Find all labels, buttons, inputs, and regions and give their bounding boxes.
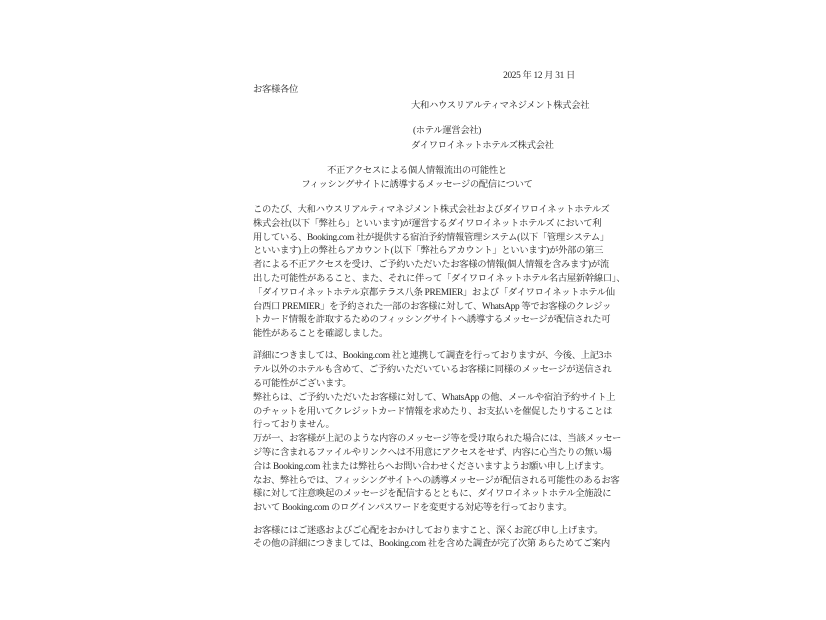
body-paragraph-apology <box>253 525 610 553</box>
body-paragraph-incident <box>253 204 626 342</box>
letter-sheet <box>253 0 626 620</box>
body-text-line: 能性があることを確認しました。 <box>253 329 388 340</box>
body-text-line: お客様にはご迷惑およびご心配をおかけしておりますこと、深くお詫び申し上げます。 <box>253 525 604 536</box>
body-text-line: おいて Booking.com のログインパスワードを変更する対応等を行っております。 <box>253 503 573 514</box>
sender-role-note: (ホテル運営会社) <box>413 126 482 136</box>
body-text-line: テル以外のホテルも含めて、ご予約いただいているお客様に同様のメッセージが送信され <box>253 365 612 376</box>
body-text-line: 詳細につきましては、Booking.com 社と連携して調査を行っておりますが、今後、上記3ホ <box>253 351 613 362</box>
body-text-line: トカード情報を詐取するためのフィッシングサイトへ誘導するメッセージが配信された可 <box>253 315 611 326</box>
body-paragraph-response <box>253 350 621 516</box>
letter-title-line-2: フィッシングサイトに誘導するメッセージの配信について <box>301 180 533 190</box>
body-text-line: 行っておりません。 <box>253 420 335 431</box>
body-text-line: その他の詳細につきましては、Booking.com 社を含めた調査が完了次第 あらためてご案内 <box>253 539 610 550</box>
letter-date: 2025 年 12 月 31 日 <box>503 71 575 81</box>
sender-company-primary: 大和ハウスリアルティマネジメント株式会社 <box>411 101 590 111</box>
body-text-line: る可能性がございます。 <box>253 379 352 390</box>
letter-recipient: お客様各位 <box>253 85 298 95</box>
body-text-line: ジ等に含まれるファイルやリンクへは不用意にアクセスをせず、内容に心当たりの無い場 <box>253 448 612 459</box>
body-text-line: 出した可能性があること、また、それに伴って「ダイワロイネットホテル名古屋新幹線口」、 <box>253 273 626 284</box>
body-text-line: 弊社らは、ご予約いただいたお客様に対して、WhatsApp の他、メールや宿泊予約サイト上 <box>253 392 616 403</box>
body-text-line: 合は Booking.com 社または弊社らへお問い合わせくださいますようお願い申し上げます。 <box>253 461 610 472</box>
body-text-line: 台西口 PREMIER」を予約された一部のお客様に対して、WhatsApp 等でお客様のクレジッ <box>253 301 612 312</box>
letter-body <box>253 204 626 561</box>
body-text-line: 株式会社(以下「弊社ら」といいます)が運営するダイワロイネットホテルズ において利 <box>253 218 602 229</box>
body-text-line: 「ダイワロイネットホテル京都テラス八条 PREMIER」および「ダイワロイネットホテル仙 <box>253 287 615 298</box>
body-text-line: このたび、大和ハウスリアルティマネジメント株式会社およびダイワロイネットホテルズ <box>253 205 610 215</box>
letter-title-line-1: 不正アクセスによる個人情報流出の可能性と <box>327 166 507 176</box>
body-text-line: のチャットを用いてクレジットカード情報を求めたり、お支払いを催促したりすることは <box>253 406 613 417</box>
body-text-line: といいます)上の弊社らアカウント(以下「弊社らアカウント」といいます)が外部の第三 <box>253 246 604 257</box>
body-text-line: なお、弊社らでは、フィッシングサイトへの誘導メッセージが配信される可能性のあるお客 <box>253 475 620 486</box>
sender-company-secondary: ダイワロイネットホテルズ株式会社 <box>411 141 554 151</box>
body-text-line: 用している、Booking.com 社が提供する宿泊予約情報管理システム(以下「管理システム」 <box>253 232 609 243</box>
body-text-line: 様に対して注意喚起のメッセージを配信するとともに、ダイワロイネットホテル全施設に <box>253 489 612 500</box>
body-text-line: 者による不正アクセスを受け、ご予約いただいたお客様の情報(個人情報を含みます)が流 <box>253 260 609 271</box>
body-text-line: 万が一、お客様が上記のような内容のメッセージ等を受け取られた場合には、当該メッセー <box>253 434 621 445</box>
